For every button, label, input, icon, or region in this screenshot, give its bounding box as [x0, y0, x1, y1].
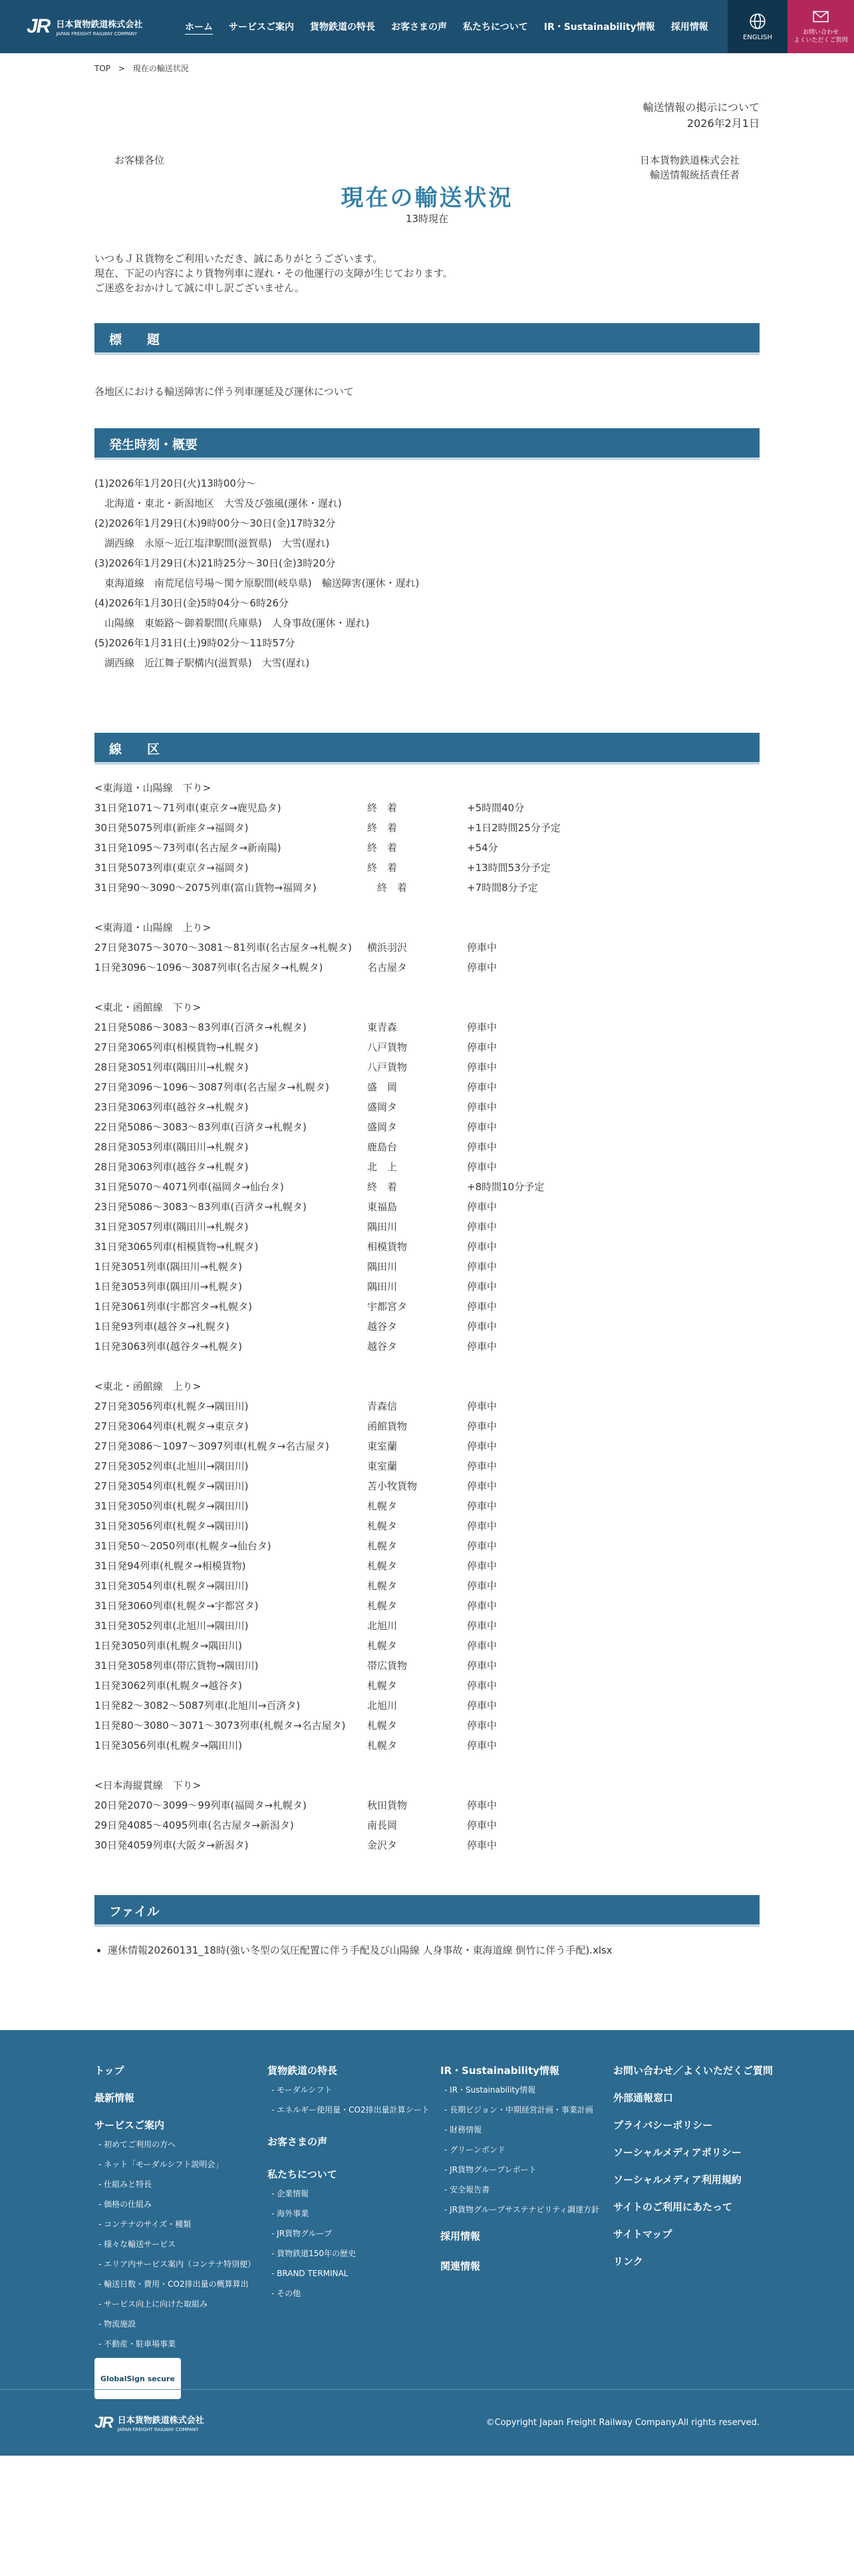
train-location: 八戸貨物 [367, 1041, 408, 1053]
train-status: 停車中 [467, 1739, 498, 1751]
train-name: 27日発3056列車(札幌タ→隅田川) [94, 1400, 249, 1412]
issuer-company: 日本貨物鉄道株式会社 [639, 154, 740, 166]
footer-link[interactable]: サイトマップ [613, 2228, 672, 2240]
train-name: 31日発1095～73列車(名古屋タ→新南陽) [94, 842, 281, 854]
footer-sublink[interactable]: - コンテナのサイズ・種類 [98, 2218, 267, 2230]
occurrence-heading: 発生時刻・概要 [94, 428, 760, 460]
train-status: 停車中 [467, 1241, 498, 1253]
train-location: 苫小牧貨物 [367, 1480, 418, 1492]
occurrence-list [94, 460, 760, 733]
train-row [94, 1157, 760, 1177]
train-name: 27日発3064列車(札幌タ→東京タ) [94, 1420, 249, 1432]
globe-icon [749, 13, 766, 30]
train-name: 31日発3057列車(隅田川→札幌タ) [94, 1221, 249, 1233]
train-row [94, 1795, 760, 1815]
train-row [94, 1237, 760, 1257]
footer-link-features[interactable]: 貨物鉄道の特長 [267, 2065, 338, 2077]
train-status: 停車中 [467, 1500, 498, 1512]
train-name: 31日発5073列車(東京タ→福岡タ) [94, 862, 249, 874]
train-name: 30日発4059列車(大阪タ→新潟タ) [94, 1839, 249, 1851]
notice-header-text: 輸送情報の掲示について [642, 101, 760, 114]
footer-col-2 [267, 2063, 440, 2399]
footer-sublink[interactable]: - 仕組みと特長 [98, 2178, 267, 2190]
footer-link[interactable]: 外部通報窓口 [613, 2092, 674, 2104]
footer-logo[interactable] [94, 2413, 204, 2432]
issuer [640, 153, 740, 182]
english-label: ENGLISH [743, 33, 772, 41]
train-status: 停車中 [467, 1081, 498, 1093]
train-row [94, 818, 760, 838]
train-status: +7時間8分予定 [467, 882, 538, 894]
train-location: 東室蘭 [367, 1440, 398, 1452]
addressee: お客様各位 [114, 154, 165, 166]
train-location: 終 着 [367, 802, 398, 814]
train-location: 盛岡タ [367, 1121, 398, 1133]
globalsign-label: GlobalSign secure [100, 2374, 175, 2383]
footer-sublink[interactable]: - グリーンボンド [444, 2144, 613, 2156]
footer-sublink[interactable]: - 様々な輸送サービス [98, 2238, 267, 2250]
train-status: 停車中 [467, 1301, 498, 1313]
train-status: +54分 [467, 842, 498, 854]
train-row [94, 1337, 760, 1356]
train-location: 東室蘭 [367, 1460, 398, 1472]
footer-bottom [0, 2389, 854, 2456]
train-status: 停車中 [467, 1321, 498, 1333]
footer-link-recruit[interactable]: 採用情報 [440, 2230, 481, 2242]
train-row [94, 958, 760, 977]
footer-link[interactable]: リンク [613, 2255, 643, 2267]
footer-link-about[interactable]: 私たちについて [267, 2168, 337, 2180]
train-row [94, 878, 760, 898]
train-row [94, 1177, 760, 1197]
footer-sublink[interactable]: - エリア内サービス案内（コンテナ特別便） [98, 2258, 267, 2270]
occurrence-line: 東海道線 南荒尾信号場～関ケ原駅間(岐阜県) 輸送障害(運休・遅れ) [94, 577, 420, 589]
train-location: 札幌タ [367, 1540, 398, 1552]
train-status: +1日2時間25分予定 [467, 822, 561, 834]
footer-sublink[interactable]: - 海外事業 [271, 2208, 440, 2220]
train-row [94, 1037, 760, 1057]
train-location: 札幌タ [367, 1640, 398, 1652]
nav-ir[interactable]: IR・Sustainability情報 [543, 22, 655, 33]
train-row [94, 1217, 760, 1237]
logo-jp-text: 日本貨物鉄道株式会社 [56, 19, 143, 30]
train-status: 停車中 [467, 1480, 498, 1492]
train-status: +13時間53分予定 [467, 862, 551, 874]
footer-link[interactable]: プライバシーポリシー [613, 2119, 713, 2131]
group-spacer [94, 977, 760, 997]
page-title: 現在の輸送状況 [341, 185, 513, 211]
train-status: 停車中 [467, 1041, 498, 1053]
train-location: 盛 岡 [367, 1081, 398, 1093]
issuer-role: 輸送情報統括責任者 [649, 169, 740, 181]
footer-link-ir[interactable]: IR・Sustainability情報 [440, 2065, 559, 2077]
occurrence-line: (4)2026年1月30日(金)5時04分～6時26分 [94, 597, 289, 609]
train-row [94, 1696, 760, 1716]
train-location: 八戸貨物 [367, 1061, 408, 1073]
train-name: 27日発3065列車(相模貨物→札幌タ) [94, 1041, 259, 1053]
train-name: 23日発5086～3083～83列車(百済タ→札幌タ) [94, 1201, 307, 1213]
logo-en-text: JAPAN FREIGHT RAILWAY COMPANY [56, 31, 138, 37]
group-spacer [94, 1356, 760, 1376]
train-status: 停車中 [467, 1819, 498, 1831]
train-location: 北 上 [367, 1161, 398, 1173]
train-location: 函館貨物 [367, 1420, 408, 1432]
nav-voice[interactable]: お客さまの声 [391, 22, 447, 33]
footer-sublink[interactable]: - 企業情報 [271, 2188, 440, 2200]
train-row [94, 1456, 760, 1476]
train-name: 27日発3096～1096～3087列車(名古屋タ→札幌タ) [94, 1081, 329, 1093]
train-status: 停車中 [467, 1420, 498, 1432]
train-name: 27日発3054列車(札幌タ→隅田川) [94, 1480, 249, 1492]
train-location: 名古屋タ [367, 962, 408, 973]
notice-block [94, 93, 760, 293]
subject-heading: 標 題 [94, 323, 760, 355]
train-row [94, 1277, 760, 1297]
train-row [94, 1057, 760, 1077]
train-row [94, 798, 760, 818]
train-location: 隅田川 [367, 1281, 398, 1293]
train-name: 1日発3051列車(隅田川→札幌タ) [94, 1261, 242, 1273]
train-location: 青森信 [367, 1400, 398, 1412]
train-status: 停車中 [467, 1101, 498, 1113]
occurrence-line: (5)2026年1月31日(土)9時02分～11時57分 [94, 637, 295, 649]
train-row [94, 1317, 760, 1337]
train-location: 越谷タ [367, 1321, 398, 1333]
footer-sublink[interactable]: - 安全報告書 [444, 2184, 613, 2196]
train-status: 停車中 [467, 1520, 498, 1532]
train-name: 1日発3053列車(隅田川→札幌タ) [94, 1281, 242, 1293]
breadcrumb [0, 53, 854, 93]
train-status: 停車中 [467, 1061, 498, 1073]
occurrence-line: 山陽線 東姫路～御着駅間(兵庫県) 人身事故(運休・遅れ) [94, 617, 370, 629]
train-status: 停車中 [467, 1600, 498, 1612]
footer-link[interactable]: ソーシャルメディア利用規約 [613, 2174, 742, 2186]
line-group-title: <東海道・山陽線 上り> [94, 922, 212, 934]
site-footer [0, 2030, 854, 2456]
train-row [94, 1516, 760, 1536]
train-row [94, 1396, 760, 1416]
train-location: 金沢タ [367, 1839, 398, 1851]
footer-link[interactable]: お問い合わせ／よくいただくご質問 [613, 2065, 774, 2077]
train-location: 札幌タ [367, 1520, 398, 1532]
intro-line: 現在、下記の内容により貨物列車に遅れ・その他運行の支障が生じております。 [94, 267, 453, 279]
occurrence-line: 湖西線 近江舞子駅構内(滋賀県) 大雪(遅れ) [94, 657, 310, 669]
train-name: 31日発50～2050列車(札幌タ→仙台タ) [94, 1540, 271, 1552]
footer-link-news[interactable]: 最新情報 [94, 2092, 135, 2104]
train-status: 停車中 [467, 1720, 498, 1732]
train-row [94, 1476, 760, 1496]
nav-services[interactable]: サービスご案内 [229, 22, 294, 33]
train-location: 札幌タ [367, 1560, 398, 1572]
train-row [94, 1636, 760, 1656]
file-link[interactable]: • 運休情報20260131_18時(強い冬型の気圧配置に伴う手配及び山陽線 人身事故・東海道線 倒竹に伴う手配).xlsx [108, 1943, 760, 1957]
nav-home[interactable]: ホーム [185, 22, 213, 33]
footer-link-related[interactable]: 関連情報 [440, 2260, 481, 2272]
footer-sublink[interactable]: - 物流施設 [98, 2318, 267, 2330]
train-name: 20日発2070～3099～99列車(福岡タ→札幌タ) [94, 1799, 307, 1811]
train-location: 終 着 [367, 822, 398, 834]
train-row [94, 1656, 760, 1676]
train-location: 越谷タ [367, 1341, 398, 1352]
train-location: 札幌タ [367, 1720, 398, 1732]
footer-sublink[interactable]: - JR貨物グループ [271, 2228, 440, 2240]
train-location: 札幌タ [367, 1580, 398, 1592]
train-location: 東青森 [367, 1021, 398, 1033]
occurrence-line: (3)2026年1月29日(木)21時25分～30日(金)3時20分 [94, 557, 336, 569]
footer-sublink[interactable]: - JR貨物グループサステナビリティ調達方針 [444, 2204, 613, 2216]
train-row [94, 1077, 760, 1097]
footer-link[interactable]: ソーシャルメディアポリシー [613, 2146, 742, 2158]
train-row [94, 1716, 760, 1736]
contact-button[interactable] [787, 0, 854, 53]
company-logo[interactable] [0, 0, 177, 53]
train-status: 停車中 [467, 1400, 498, 1412]
occurrence-line: (1)2026年1月20日(火)13時00分～ [94, 477, 256, 489]
intro-line: いつもＪＲ貨物をご利用いただき、誠にありがとうございます。 [94, 253, 383, 265]
train-row [94, 1536, 760, 1556]
main-nav [177, 0, 716, 53]
footer-sublink[interactable]: - 輸送日数・費用・CO2排出量の概算算出 [98, 2278, 267, 2290]
train-name: 31日発3060列車(札幌タ→宇都宮タ) [94, 1600, 259, 1612]
occurrence-line: 北海道・東北・新潟地区 大雪及び強風(運休・遅れ) [94, 497, 342, 509]
line-group-title: <東海道・山陽線 下り> [94, 782, 212, 794]
train-status: 停車中 [467, 1201, 498, 1213]
train-status: +8時間10分予定 [467, 1181, 545, 1193]
mail-icon [812, 8, 829, 25]
train-row [94, 1496, 760, 1516]
train-location: 相模貨物 [367, 1241, 408, 1253]
footer-sublink[interactable]: - その他 [271, 2287, 440, 2299]
train-name: 1日発3050列車(札幌タ→隅田川) [94, 1640, 242, 1652]
train-location: 札幌タ [367, 1680, 398, 1692]
notice-date: 2026年2月1日 [686, 117, 760, 130]
train-name: 31日発3058列車(帯広貨物→隅田川) [94, 1660, 259, 1672]
train-status: 停車中 [467, 1580, 498, 1592]
train-name: 1日発3063列車(越谷タ→札幌タ) [94, 1341, 242, 1352]
train-status: 停車中 [467, 1839, 498, 1851]
footer-sublink[interactable]: - 不動産・駐車場事業 [98, 2338, 267, 2350]
train-row [94, 1297, 760, 1317]
train-status: 停車中 [467, 1799, 498, 1811]
train-status: 停車中 [467, 1141, 498, 1153]
train-location: 北旭川 [367, 1700, 398, 1712]
train-location: 終 着 [367, 842, 398, 854]
footer-sublink[interactable]: - サービス向上に向けた取組み [98, 2298, 267, 2310]
train-name: 28日発3063列車(越谷タ→札幌タ) [94, 1161, 249, 1173]
footer-logo-en: JAPAN FREIGHT RAILWAY COMPANY [117, 2427, 199, 2432]
train-status: 停車中 [467, 1261, 498, 1273]
footer-logo-jp: 日本貨物鉄道株式会社 [117, 2416, 204, 2426]
train-status: 停車中 [467, 1660, 498, 1672]
train-status: 停車中 [467, 1620, 498, 1632]
train-row [94, 1616, 760, 1636]
train-status: 停車中 [467, 1121, 498, 1133]
train-status: 停車中 [467, 1440, 498, 1452]
line-group-title: <東北・函館線 下り> [94, 1001, 202, 1013]
train-location: 南長岡 [367, 1819, 398, 1831]
breadcrumb-separator: > [118, 64, 125, 73]
train-name: 1日発80～3080～3071～3073列車(札幌タ→名古屋タ) [94, 1720, 346, 1732]
english-button[interactable] [728, 0, 787, 53]
train-location: 札幌タ [367, 1600, 398, 1612]
line-group-title: <東北・函館線 上り> [94, 1380, 202, 1392]
footer-sublink[interactable]: - エネルギー使用量・CO2排出量計算シート [271, 2104, 440, 2116]
train-row [94, 1576, 760, 1596]
breadcrumb-current: 現在の輸送状況 [132, 64, 189, 73]
train-name: 27日発3086～1097～3097列車(札幌タ→名古屋タ) [94, 1440, 329, 1452]
train-name: 29日発4085～4095列車(名古屋タ→新潟タ) [94, 1819, 294, 1831]
footer-sublink[interactable]: - ネット「モーダルシフト説明会」 [98, 2158, 267, 2170]
train-location: 帯広貨物 [367, 1660, 408, 1672]
train-name: 1日発82～3082～5087列車(北旭川→百済タ) [94, 1700, 301, 1712]
train-status: 停車中 [467, 962, 498, 973]
train-name: 1日発3096～1096～3087列車(名古屋タ→札幌タ) [94, 962, 323, 973]
train-status: 停車中 [467, 1281, 498, 1293]
train-row [94, 1257, 760, 1277]
footer-sublink[interactable]: - JR貨物グループレポート [444, 2164, 613, 2176]
file-heading: ファイル [94, 1895, 760, 1927]
intro-text [94, 251, 453, 295]
group-spacer [94, 898, 760, 918]
train-location: 終 着 [367, 862, 398, 874]
train-location: 札幌タ [367, 1500, 398, 1512]
train-row [94, 1117, 760, 1137]
line-section-list [94, 765, 760, 1895]
train-name: 31日発3065列車(相模貨物→札幌タ) [94, 1241, 259, 1253]
train-status: 停車中 [467, 1021, 498, 1033]
train-status: 停車中 [467, 1341, 498, 1352]
train-row [94, 1835, 760, 1855]
train-location: 終 着 [367, 882, 408, 894]
line-group-title: <日本海縦貫線 下り> [94, 1779, 202, 1791]
occurrence-line: (2)2026年1月29日(木)9時00分～30日(金)17時32分 [94, 517, 336, 529]
train-name: 23日発3063列車(越谷タ→札幌タ) [94, 1101, 249, 1113]
train-name: 31日発3056列車(札幌タ→隅田川) [94, 1520, 249, 1532]
train-name: 31日発5070～4071列車(福岡タ→仙台タ) [94, 1181, 284, 1193]
footer-col-1 [94, 2063, 267, 2399]
site-header [0, 0, 854, 53]
train-name: 28日発3053列車(隅田川→札幌タ) [94, 1141, 249, 1153]
train-status: 停車中 [467, 1640, 498, 1652]
footer-sublink[interactable]: - 長期ビジョン・中期経営計画・事業計画 [444, 2104, 613, 2116]
train-location: 隅田川 [367, 1221, 398, 1233]
footer-sublink[interactable]: - IR・Sustainability情報 [444, 2084, 613, 2096]
train-name: 28日発3051列車(隅田川→札幌タ) [94, 1061, 249, 1073]
train-location: 札幌タ [367, 1739, 398, 1751]
train-location: 盛岡タ [367, 1101, 398, 1113]
train-name: 27日発3075～3070～3081～81列車(名古屋タ→札幌タ) [94, 942, 352, 954]
copyright: ©Copyright Japan Freight Railway Company.All rights reserved. [486, 2418, 760, 2428]
line-heading: 線 区 [94, 733, 760, 765]
footer-sublink[interactable]: - 貨物鉄道150年の歴史 [271, 2248, 440, 2259]
page-subtitle: 13時現在 [405, 213, 449, 225]
train-status: 停車中 [467, 1540, 498, 1552]
footer-link-top[interactable]: トップ [94, 2065, 124, 2077]
train-row [94, 858, 760, 878]
train-row [94, 1556, 760, 1576]
train-name: 1日発93列車(越谷タ→札幌タ) [94, 1321, 229, 1333]
nav-features[interactable]: 貨物鉄道の特長 [310, 22, 375, 33]
train-location: 鹿島台 [367, 1141, 398, 1153]
footer-sublink[interactable]: - 財務情報 [444, 2124, 613, 2136]
nav-recruit[interactable]: 採用情報 [670, 22, 708, 33]
train-row [94, 1197, 760, 1217]
occurrence-line: 湖西線 永原～近江塩津駅間(滋賀県) 大雪(遅れ) [94, 537, 330, 549]
train-location: 北旭川 [367, 1620, 398, 1632]
train-status: 停車中 [467, 1161, 498, 1173]
footer-col-3 [440, 2063, 613, 2399]
train-name: 31日発3052列車(北旭川→隅田川) [94, 1620, 249, 1632]
nav-about[interactable]: 私たちについて [463, 22, 528, 33]
train-row [94, 838, 760, 858]
train-name: 21日発5086～3083～83列車(百済タ→札幌タ) [94, 1021, 307, 1033]
train-location: 東福島 [367, 1201, 398, 1213]
subject-text: 各地区における輸送障害に伴う列車運延及び運休について [94, 386, 354, 398]
train-row [94, 1097, 760, 1117]
footer-sublink[interactable]: - モーダルシフト [271, 2084, 440, 2096]
train-name: 1日発3062列車(札幌タ→越谷タ) [94, 1680, 242, 1692]
train-row [94, 1676, 760, 1696]
footer-link-voice[interactable]: お客さまの声 [267, 2136, 328, 2148]
train-location: 横浜羽沢 [367, 942, 408, 954]
train-status: 停車中 [467, 942, 498, 954]
jr-logo-mark: JR [27, 15, 50, 37]
train-name: 1日発3056列車(札幌タ→隅田川) [94, 1739, 242, 1751]
intro-line: ご迷惑をおかけして誠に申し訳ございません。 [94, 282, 305, 294]
train-name: 31日発3050列車(札幌タ→隅田川) [94, 1500, 249, 1512]
train-name: 31日発1071～71列車(東京タ→鹿児島タ) [94, 802, 281, 814]
train-name: 31日発90～3090～2075列車(富山貨物→福岡タ) [94, 882, 317, 894]
footer-sublink[interactable]: - 価格の仕組み [98, 2198, 267, 2210]
train-name: 30日発5075列車(新座タ→福岡タ) [94, 822, 249, 834]
train-row [94, 938, 760, 958]
train-location: 宇都宮タ [367, 1301, 408, 1313]
train-location: 秋田貨物 [367, 1799, 408, 1811]
footer-link[interactable]: サイトのご利用にあたって [613, 2201, 732, 2213]
train-name: 31日発3054列車(札幌タ→隅田川) [94, 1580, 249, 1592]
footer-sublink[interactable]: - 初めてご利用の方へ [98, 2138, 267, 2150]
train-row [94, 1436, 760, 1456]
train-row [94, 1017, 760, 1037]
footer-sublink[interactable]: - BRAND TERMINAL [271, 2267, 440, 2279]
footer-col-4 [613, 2063, 786, 2399]
train-name: 31日発94列車(札幌タ→相模貨物) [94, 1560, 246, 1572]
train-status: 停車中 [467, 1221, 498, 1233]
breadcrumb-top[interactable]: TOP [94, 64, 111, 73]
train-location: 隅田川 [367, 1261, 398, 1273]
train-row [94, 1736, 760, 1755]
train-status: 停車中 [467, 1680, 498, 1692]
train-status: 停車中 [467, 1460, 498, 1472]
train-row [94, 1815, 760, 1835]
group-spacer [94, 1755, 760, 1775]
train-row [94, 1596, 760, 1616]
train-name: 22日発5086～3083～83列車(百済タ→札幌タ) [94, 1121, 307, 1133]
contact-label: お問い合わせ よくいただくご質問 [793, 29, 848, 44]
train-row [94, 1416, 760, 1436]
footer-link-services[interactable]: サービスご案内 [94, 2119, 165, 2131]
train-row [94, 1137, 760, 1157]
train-status: 停車中 [467, 1560, 498, 1572]
train-location: 終 着 [367, 1181, 398, 1193]
train-status: +5時間40分 [467, 802, 525, 814]
train-name: 1日発3061列車(宇都宮タ→札幌タ) [94, 1301, 252, 1313]
train-status: 停車中 [467, 1700, 498, 1712]
jr-logo-mark: JR [94, 2413, 112, 2432]
train-name: 27日発3052列車(北旭川→隅田川) [94, 1460, 249, 1472]
